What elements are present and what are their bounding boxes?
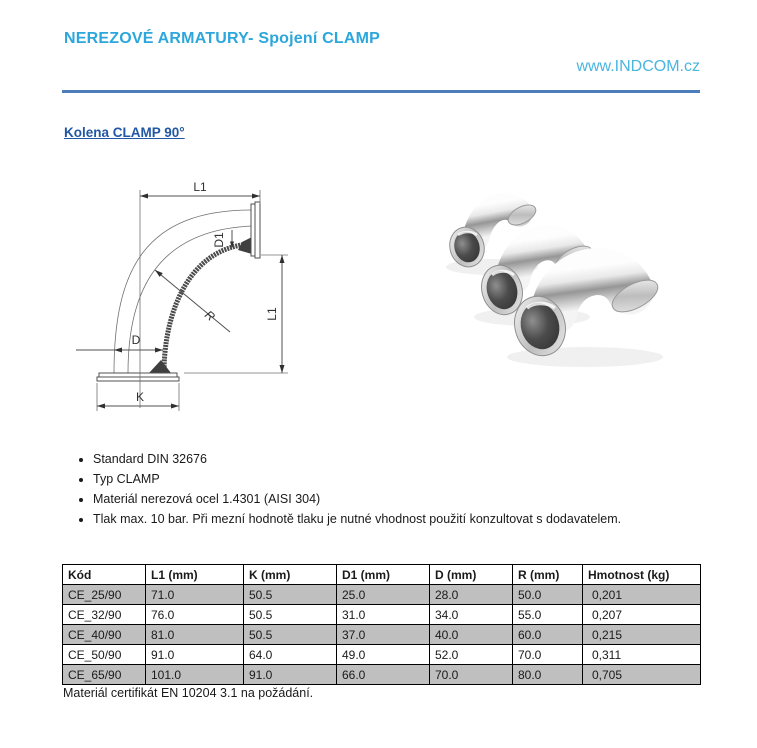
table-cell: 70.0	[430, 665, 513, 685]
table-cell: 101.0	[146, 665, 244, 685]
table-cell: 49.0	[337, 645, 430, 665]
dimension-label-k: K	[135, 390, 145, 404]
table-cell: 81.0	[146, 625, 244, 645]
column-header: K (mm)	[244, 565, 337, 585]
table-cell: 60.0	[513, 625, 583, 645]
right-flange	[251, 204, 255, 256]
table-cell: 40.0	[430, 625, 513, 645]
table-row	[63, 645, 701, 665]
column-header: Kód	[63, 565, 146, 585]
bottom-flange	[99, 373, 177, 377]
column-header: D (mm)	[430, 565, 513, 585]
table-cell: CE_40/90	[63, 625, 146, 645]
dimension-label-l1-right: L1	[265, 307, 279, 321]
table-cell: 55.0	[513, 605, 583, 625]
spec-item: • Standard DIN 32676	[93, 452, 738, 467]
table-cell: CE_32/90	[63, 605, 146, 625]
spec-table-body	[63, 585, 701, 685]
dimension-label-d1: D1	[212, 232, 226, 248]
page-title: NEREZOVÉ ARMATURY- Spojení CLAMP	[64, 30, 381, 47]
r-dim-line	[155, 270, 230, 332]
right-flange-lip	[255, 202, 260, 258]
table-cell: 25.0	[337, 585, 430, 605]
spec-list	[62, 452, 738, 532]
column-header: Hmotnost (kg)	[583, 565, 701, 585]
table-cell: 91.0	[244, 665, 337, 685]
table-cell: 76.0	[146, 605, 244, 625]
table-row	[63, 665, 701, 685]
table-cell: 50.5	[244, 605, 337, 625]
table-cell: 37.0	[337, 625, 430, 645]
table-cell: 80.0	[513, 665, 583, 685]
column-header: L1 (mm)	[146, 565, 244, 585]
table-cell: 66.0	[337, 665, 430, 685]
table-row	[63, 605, 701, 625]
certificate-note: Materiál certifikát EN 10204 3.1 na požádání.	[63, 686, 314, 700]
column-header: R (mm)	[513, 565, 583, 585]
header-rule	[62, 90, 700, 93]
table-cell: CE_65/90	[63, 665, 146, 685]
table-cell: 70.0	[513, 645, 583, 665]
bottom-flange-lip	[97, 377, 179, 381]
table-cell: 50.5	[244, 585, 337, 605]
table-cell: 50.0	[513, 585, 583, 605]
section-foot-bottom	[149, 360, 171, 373]
spec-item: • Typ CLAMP	[93, 472, 738, 487]
section-title-link[interactable]: Kolena CLAMP 90°	[64, 125, 185, 140]
table-cell: 34.0	[430, 605, 513, 625]
column-header: D1 (mm)	[337, 565, 430, 585]
table-cell: 0,207	[583, 605, 701, 625]
table-cell: 0,311	[583, 645, 701, 665]
table-cell: CE_50/90	[63, 645, 146, 665]
table-cell: 52.0	[430, 645, 513, 665]
table-cell: 0,201	[583, 585, 701, 605]
section-wall-arc	[164, 244, 250, 373]
dimension-label-r: R	[202, 307, 218, 324]
product-photo	[420, 165, 720, 370]
table-cell: 31.0	[337, 605, 430, 625]
header-row	[63, 565, 701, 585]
table-cell: 0,215	[583, 625, 701, 645]
spec-table	[62, 564, 701, 685]
table-cell: 64.0	[244, 645, 337, 665]
technical-drawing	[56, 158, 346, 420]
table-cell: 50.5	[244, 625, 337, 645]
spec-item: • Tlak max. 10 bar. Při mezní hodnotě tlaku je nutné vhodnost použití konzultovat s dodavatelem.	[93, 512, 738, 527]
table-cell: 28.0	[430, 585, 513, 605]
table-row	[63, 625, 701, 645]
website-link[interactable]: www.INDCOM.cz	[576, 58, 700, 75]
table-cell: 91.0	[146, 645, 244, 665]
spec-table-head	[63, 565, 701, 585]
spec-item: • Materiál nerezová ocel 1.4301 (AISI 304)	[93, 492, 738, 507]
table-row	[63, 585, 701, 605]
table-cell: 0,705	[583, 665, 701, 685]
table-cell: 71.0	[146, 585, 244, 605]
dimension-label-d: D	[131, 333, 141, 347]
table-cell: CE_25/90	[63, 585, 146, 605]
dimension-label-l1-top: L1	[193, 180, 207, 194]
